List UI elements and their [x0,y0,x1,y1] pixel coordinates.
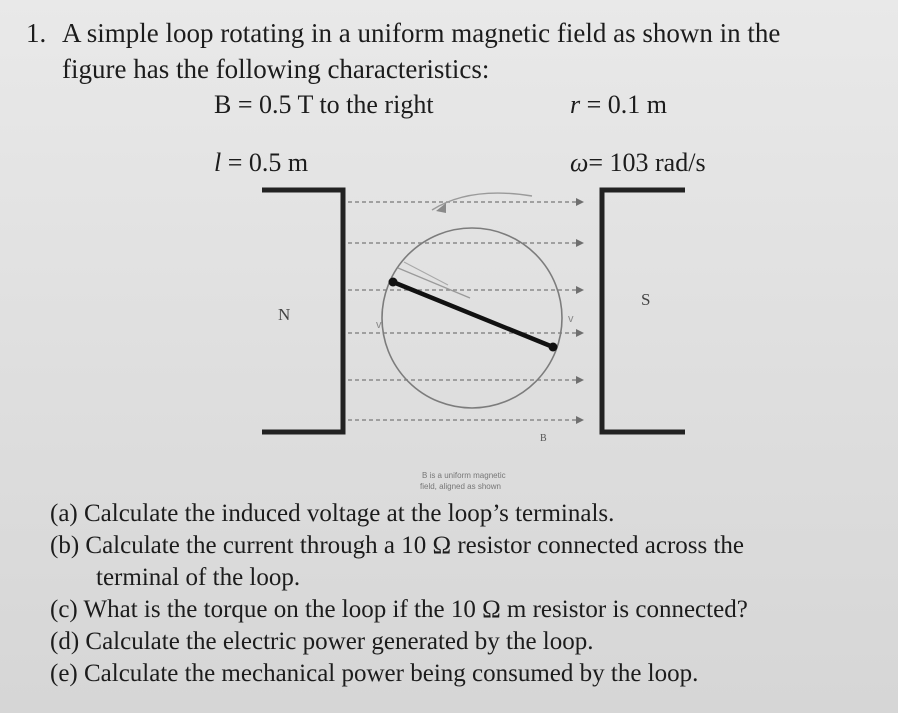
south-pole-bracket [602,190,685,432]
radius-value: = 0.1 m [580,90,668,119]
part-a: (a) Calculate the induced voltage at the loop’s terminals. [50,500,615,527]
north-pole-label: N [278,305,291,324]
part-c: (c) What is the torque on the loop if the 10 Ω m resistor is connected? [50,596,748,623]
part-d: (d) Calculate the electric power generated by the loop. [50,628,594,655]
part-e: (e) Calculate the mechanical power being consumed by the loop. [50,660,699,687]
field-arrowhead [576,416,584,424]
length-value: = 0.5 m [221,148,309,177]
figure-caption-line1: B is a uniform magnetic [422,471,506,480]
rotation-circle [382,228,562,408]
part-b-line1: (b) Calculate the current through a 10 Ω resistor connected across the [50,532,745,559]
radius-symbol: r [570,90,581,119]
field-arrowhead [576,376,584,384]
south-pole-label: S [641,290,651,309]
question-text-line1: A simple loop rotating in a uniform magnetic field as shown in the [62,18,781,48]
field-arrowhead [576,239,584,247]
figure-caption-line2: field, aligned as shown [420,482,501,491]
field-arrowhead [576,329,584,337]
radius-line [398,268,470,298]
given-b-field: B = 0.5 T to the right [214,90,434,119]
length-symbol: l [214,148,222,177]
b-field-label: B [540,433,547,444]
field-arrowheads [576,198,584,424]
north-pole-bracket [262,190,343,432]
loop-conductor [393,282,553,347]
question-number: 1. [26,18,47,48]
loop-terminal-top [389,278,398,287]
velocity-mark-left: v [376,319,382,331]
omega-symbol: ω [570,148,589,177]
velocity-mark-right: v [568,313,574,325]
field-arrowhead [576,198,584,206]
part-b-line2: terminal of the loop. [96,564,301,591]
field-arrowhead [576,286,584,294]
omega-value: = 103 rad/s [588,148,706,177]
loop-terminal-bottom [549,343,558,352]
question-text-line2: figure has the following characteristics: [62,54,490,84]
